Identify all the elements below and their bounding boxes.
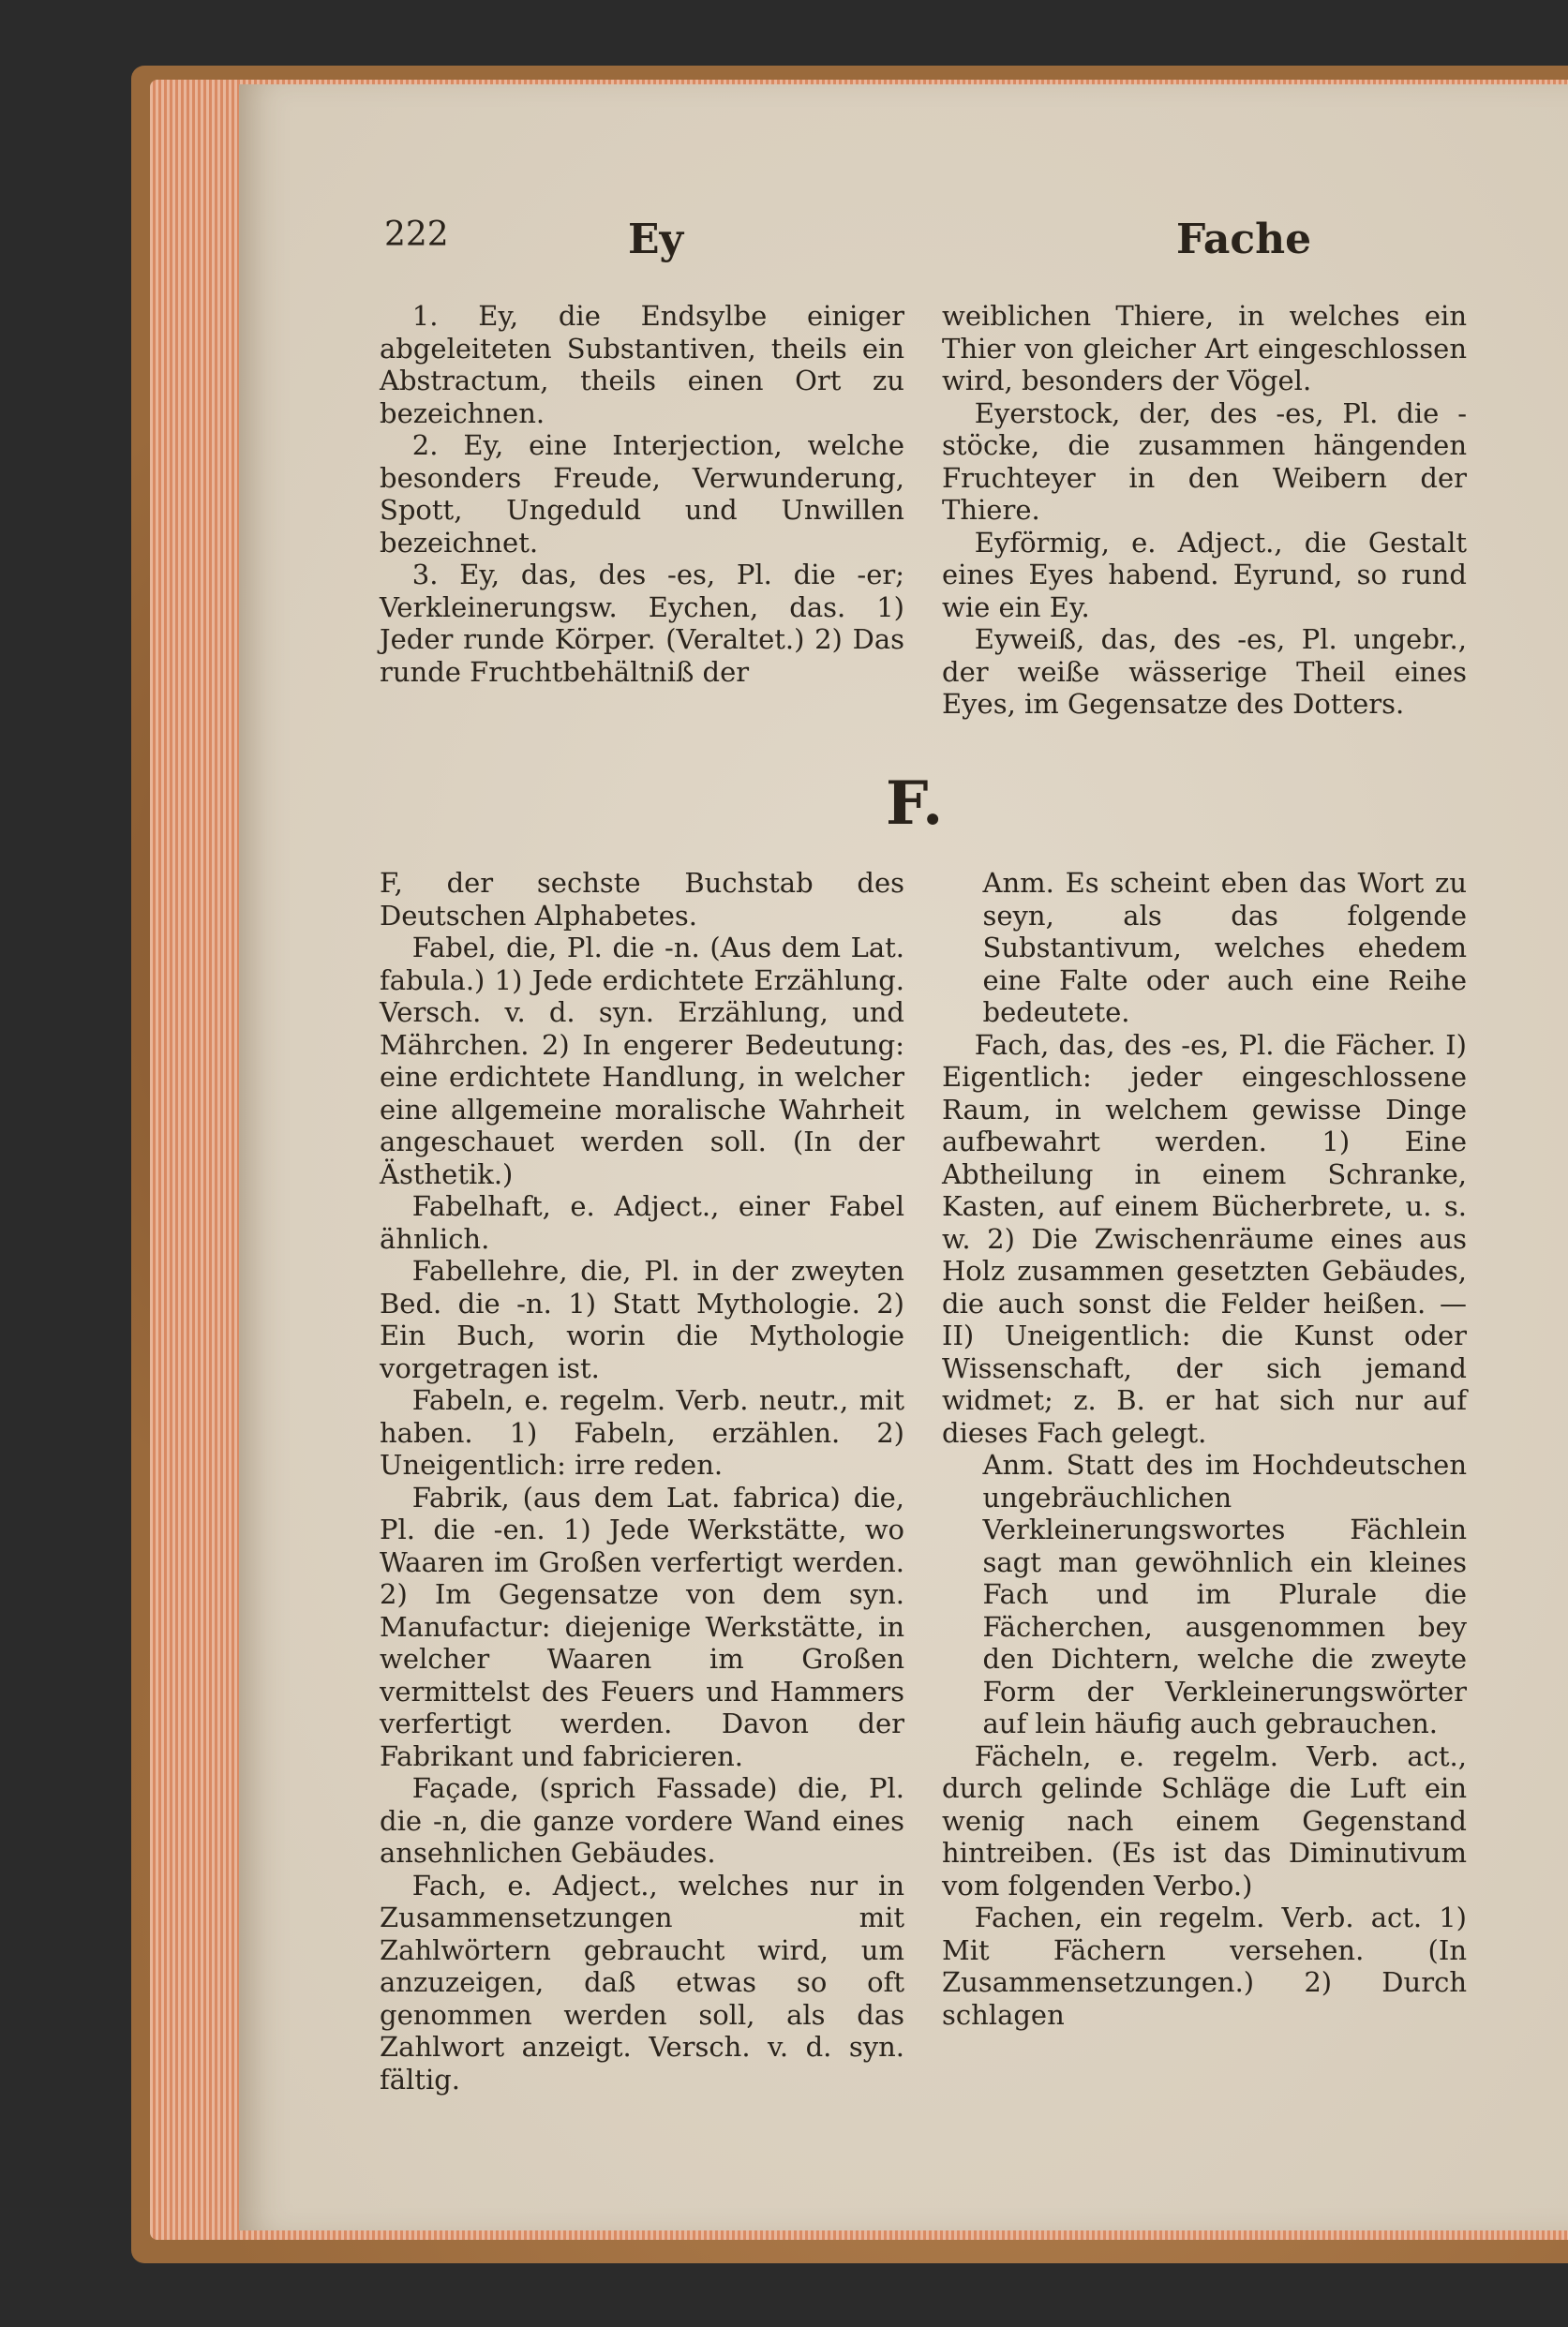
column-top-left xyxy=(380,300,904,688)
dictionary-entry: 1. Ey, die Endsylbe einiger abgeleiteten Substantiven, theils ein Abstractum, theils einen Ort zu bezeichnen. xyxy=(380,300,904,429)
dictionary-entry: Fabel, die, Pl. die -n. (Aus dem Lat. fabula.) 1) Jede erdichtete Erzählung. Versch. v. d. syn. Erzählung, und Mährchen. 2) In engerer Bedeutung: eine erdichtete Handlung, in welcher eine allgemeine moralische Wahrheit angeschauet werden soll. (In der Ästhetik.) xyxy=(380,932,904,1190)
column-bottom-right xyxy=(942,867,1467,2031)
section-letter: F. xyxy=(886,768,944,839)
dictionary-entry: Fabeln, e. regelm. Verb. neutr., mit haben. 1) Fabeln, erzählen. 2) Uneigentlich: irre reden. xyxy=(380,1384,904,1481)
header-catchword-right: Fache xyxy=(1176,216,1312,263)
dictionary-note: Anm. Statt des im Hochdeutschen ungebräuchlichen Verkleinerungswortes Fächlein sagt man gewöhnlich ein kleines Fach und im Plurale die Fächerchen, ausgenommen bey den Dichtern, welche die zweyte Form der Verkleinerungswörter auf lein häufig auch gebrauchen. xyxy=(982,1449,1467,1739)
dictionary-entry: Façade, (sprich Fassade) die, Pl. die -n, die ganze vordere Wand eines ansehnlichen Gebäudes. xyxy=(380,1772,904,1869)
dictionary-entry: Fachen, ein regelm. Verb. act. 1) Mit Fächern versehen. (In Zusammensetzungen.) 2) Durch schlagen xyxy=(942,1902,1467,2031)
column-bottom-left xyxy=(380,867,904,2096)
running-header xyxy=(239,216,1568,272)
dictionary-entry: Fächeln, e. regelm. Verb. act., durch gelinde Schläge die Luft ein wenig nach einem Gegenstand hintreiben. (Es ist das Diminutivum vom folgenden Verbo.) xyxy=(942,1739,1467,1902)
dictionary-entry: Fach, e. Adject., welches nur in Zusammensetzungen mit Zahlwörtern gebraucht wird, um anzuzeigen, daß etwas so oft genommen werden soll, als das Zahlwort anzeigt. Versch. v. d. syn. fältig. xyxy=(380,1869,904,2096)
dictionary-entry: weiblichen Thiere, in welches ein Thier von gleicher Art eingeschlossen wird, besonders der Vögel. xyxy=(942,300,1467,396)
dictionary-entry: 3. Ey, das, des -es, Pl. die -er; Verkleinerungsw. Eychen, das. 1) Jeder runde Körper. (Veraltet.) 2) Das runde Fruchtbehältniß der xyxy=(380,559,904,688)
dictionary-entry: Fabrik, (aus dem Lat. fabrica) die, Pl. die -en. 1) Jede Werkstätte, wo Waaren im Großen verfertigt werden. 2) Im Gegensatze von dem syn. Manufactur: diejenige Werkstätte, in welcher Waaren im Großen vermittelst des Feuers und Hammers verfertigt werden. Davon der Fabrikant und fabricieren. xyxy=(380,1481,904,1772)
dictionary-entry: Fabellehre, die, Pl. in der zweyten Bed. die -n. 1) Statt Mythologie. 2) Ein Buch, worin die Mythologie vorgetragen ist. xyxy=(380,1255,904,1384)
dictionary-entry: Fabelhaft, e. Adject., einer Fabel ähnlich. xyxy=(380,1190,904,1255)
dictionary-entry: Fach, das, des -es, Pl. die Fächer. I) Eigentlich: jeder eingeschlossene Raum, in welchem gewisse Dinge aufbewahrt werden. 1) Eine Abtheilung in einem Schranke, Kasten, auf einem Bücherbrete, u. s. w. 2) Die Zwischenräume eines aus Holz zusammen gesetzten Gebäudes, die auch sonst die Felder heißen. — II) Uneigentlich: die Kunst oder Wissenschaft, der sich jemand widmet; z. B. er hat sich nur auf dieses Fach gelegt. xyxy=(942,1028,1467,1449)
book-page xyxy=(239,84,1568,2230)
dictionary-entry: Eyweiß, das, des -es, Pl. ungebr., der weiße wässerige Theil eines Eyes, im Gegensatze des Dotters. xyxy=(942,623,1467,720)
header-catchword-left: Ey xyxy=(628,216,684,263)
page-number: 222 xyxy=(384,216,449,254)
dictionary-entry: Eyförmig, e. Adject., die Gestalt eines Eyes habend. Eyrund, so rund wie ein Ey. xyxy=(942,526,1467,623)
dictionary-note: Anm. Es scheint eben das Wort zu seyn, als das folgende Substantivum, welches ehedem eine Falte oder auch eine Reihe bedeutete. xyxy=(982,867,1467,1028)
dictionary-entry: 2. Ey, eine Interjection, welche besonders Freude, Verwunderung, Spott, Ungeduld und Unwillen bezeichnet. xyxy=(380,429,904,559)
dictionary-entry: Eyerstock, der, des -es, Pl. die -stöcke, die zusammen hängenden Fruchteyer in den Weibern der Thiere. xyxy=(942,396,1467,526)
column-top-right xyxy=(942,300,1467,721)
dictionary-entry: F, der sechste Buchstab des Deutschen Alphabetes. xyxy=(380,867,904,932)
